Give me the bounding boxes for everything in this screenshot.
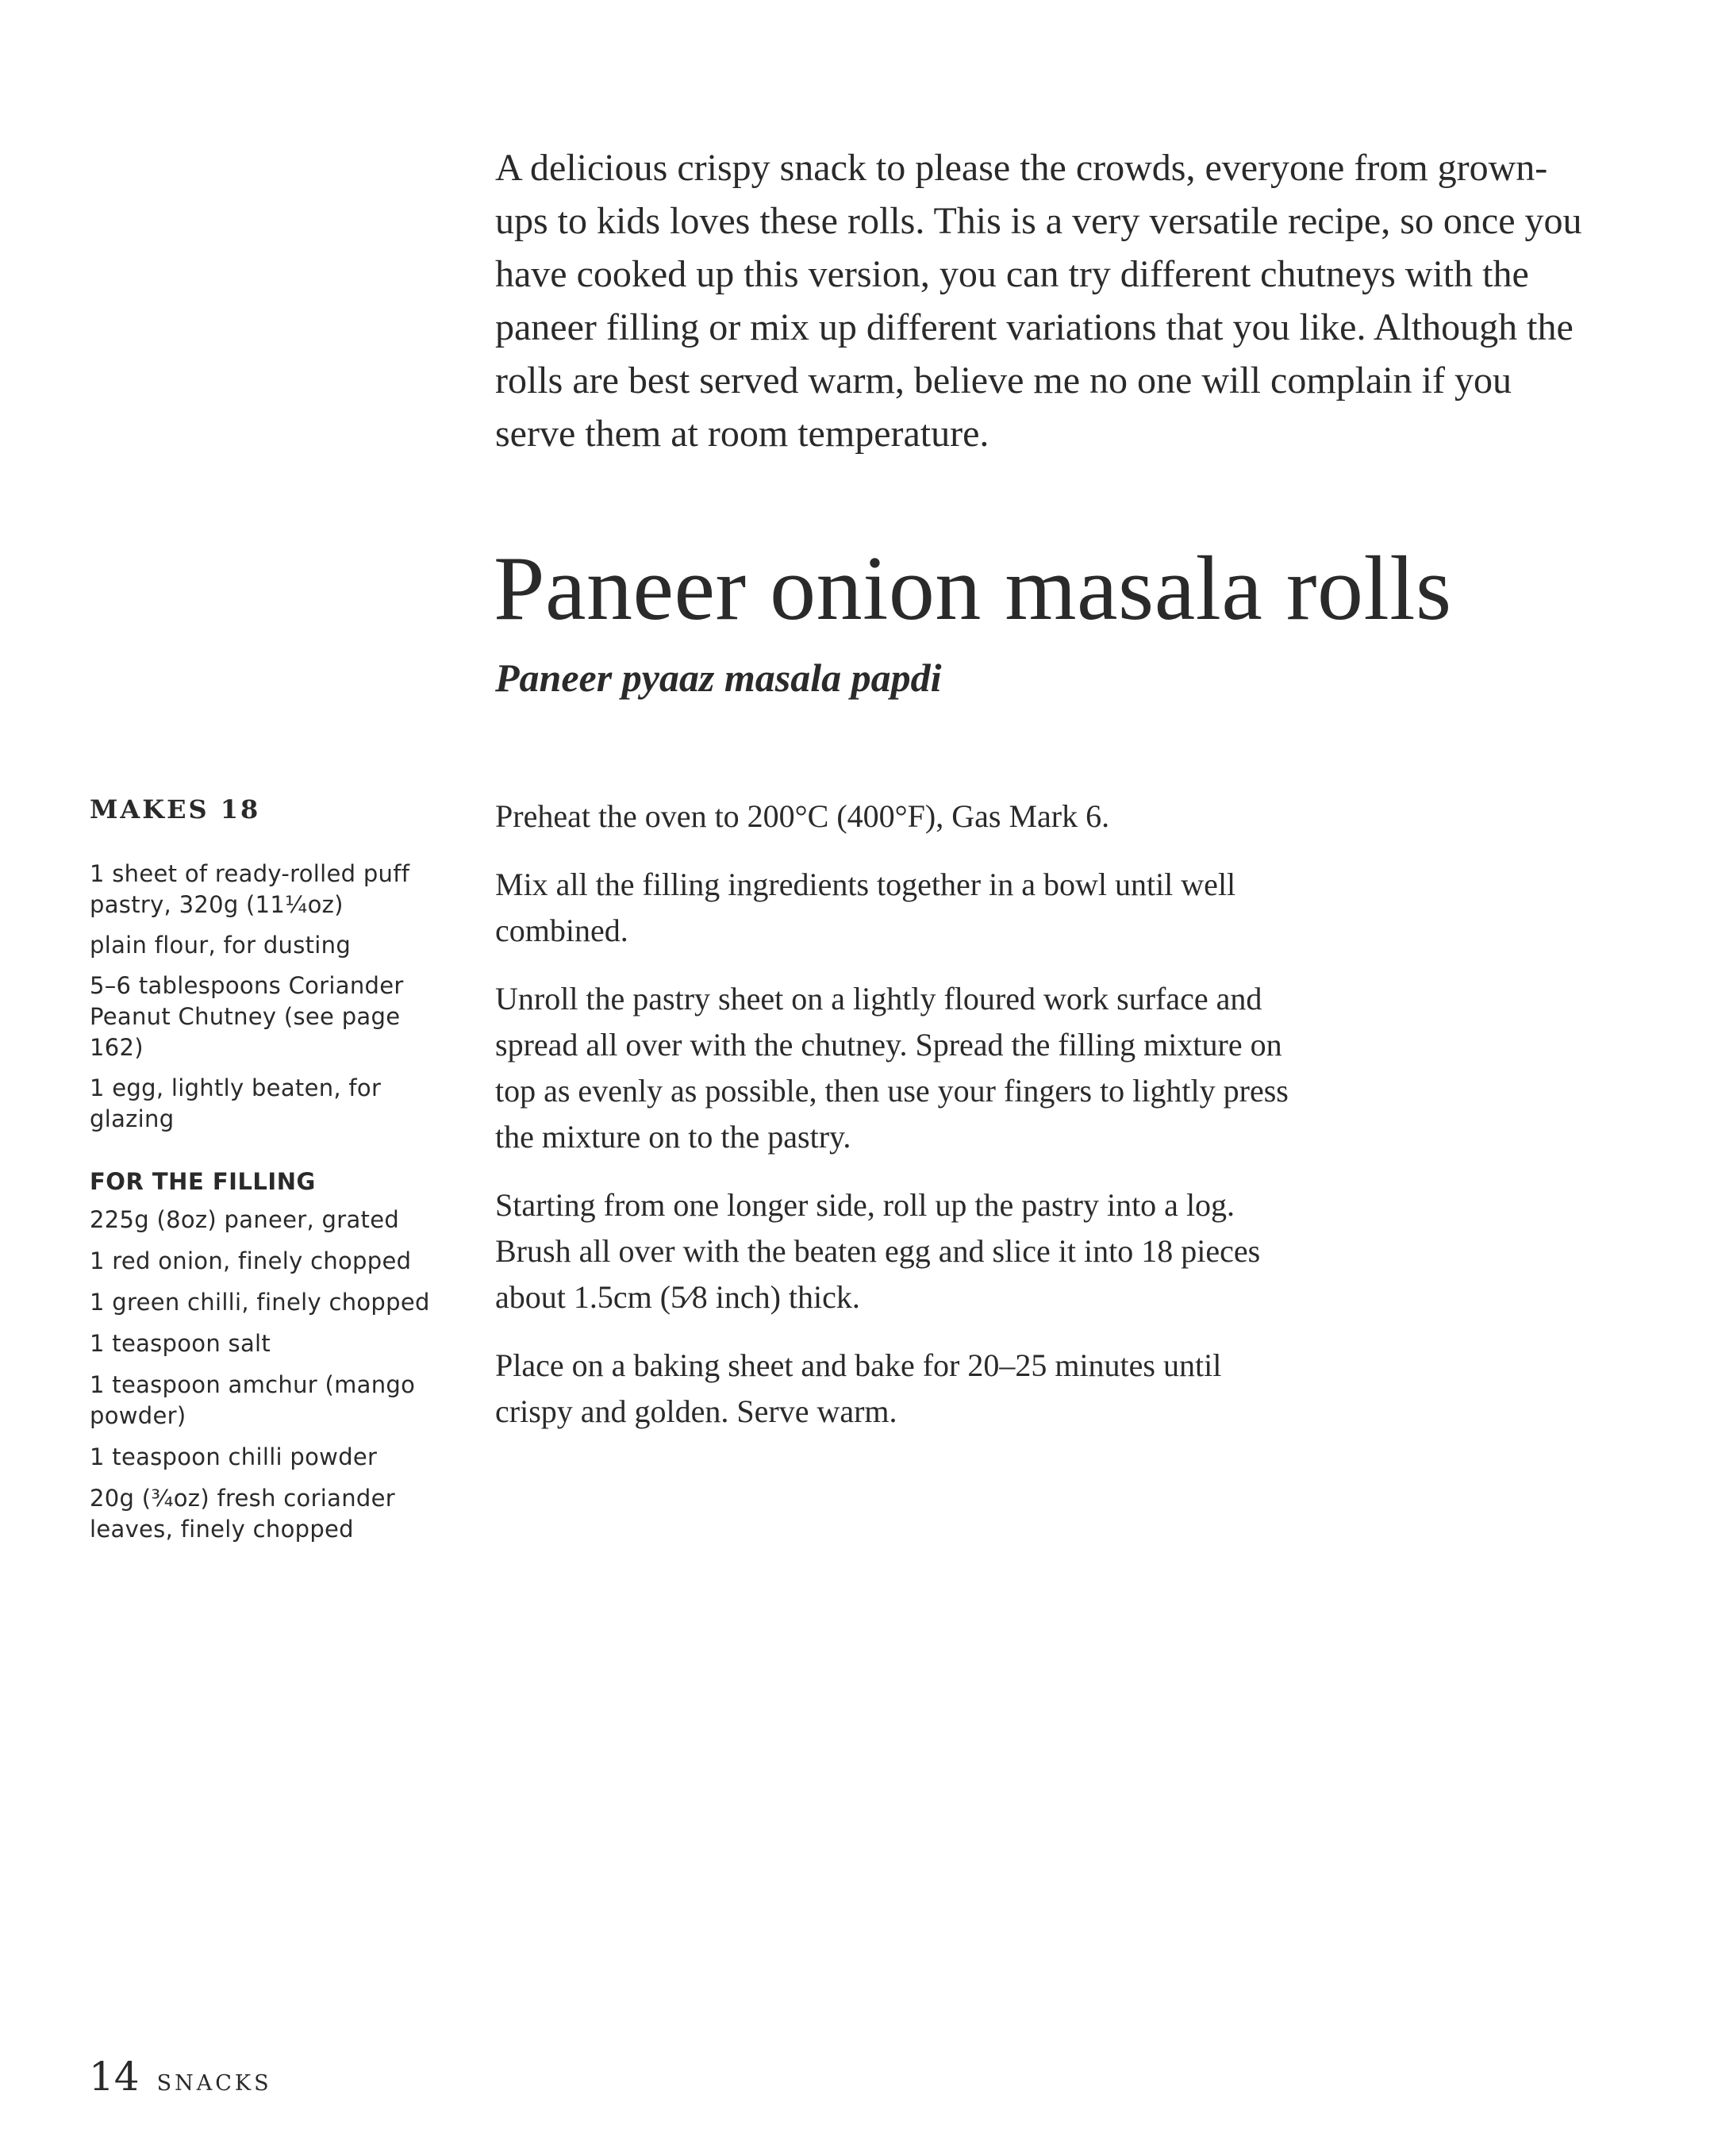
- ingredients-panel: [90, 794, 439, 1555]
- filling-item: 1 red onion, finely chopped: [90, 1247, 412, 1274]
- method-steps: [495, 794, 1297, 1457]
- filling-item: 1 teaspoon chilli powder: [90, 1443, 378, 1470]
- method-step: Place on a baking sheet and bake for 20–25 minutes until crispy and golden. Serve warm.: [495, 1347, 1222, 1429]
- filling-list: [90, 1205, 439, 1545]
- filling-item: 20g (¾oz) fresh coriander leaves, finely chopped: [90, 1485, 395, 1543]
- filling-item: 1 teaspoon salt: [90, 1330, 271, 1357]
- method-step: Unroll the pastry sheet on a lightly floured work surface and spread all over with the chutney. Spread the filling mixture on top as evenly as possible, then use your fingers to lightly press the mixture on to the pastry.: [495, 981, 1289, 1155]
- method-step: Preheat the oven to 200°C (400°F), Gas Mark 6.: [495, 798, 1110, 834]
- page-footer: [89, 2054, 272, 2100]
- recipe-title: Paneer onion masala rolls: [494, 538, 1452, 640]
- filling-item: 225g (8oz) paneer, grated: [90, 1206, 400, 1233]
- ingredient-item: plain flour, for dusting: [90, 932, 352, 959]
- ingredients-list: [90, 859, 439, 1135]
- filling-item: 1 teaspoon amchur (mango powder): [90, 1371, 416, 1429]
- filling-item: 1 green chilli, finely chopped: [90, 1289, 430, 1316]
- ingredient-item: 1 egg, lightly beaten, for glazing: [90, 1074, 382, 1132]
- yield-label: MAKES 18: [90, 794, 261, 824]
- method-step: Mix all the filling ingredients together in a bowl until well combined.: [495, 867, 1236, 948]
- filling-heading: FOR THE FILLING: [90, 1168, 316, 1195]
- ingredient-item: 5–6 tablespoons Coriander Peanut Chutney (see page 162): [90, 972, 404, 1061]
- recipe-subtitle: Paneer pyaaz masala papdi: [495, 655, 942, 700]
- page-number: 14: [89, 2054, 140, 2100]
- ingredient-item: 1 sheet of ready-rolled puff pastry, 320g (11¼oz): [90, 860, 410, 918]
- method-step: Starting from one longer side, roll up the pastry into a log. Brush all over with the beaten egg and slice it into 18 pieces about 1.5cm (5⁄8 inch) thick.: [495, 1187, 1261, 1315]
- section-name: SNACKS: [156, 2071, 272, 2096]
- intro-paragraph: A delicious crispy snack to please the crowds, everyone from grown-ups to kids loves these rolls. This is a very versatile recipe, so once you have cooked up this version, you can try different chutneys with the paneer filling or mix up different variations that you like. Although the rolls are best served warm, believe me no one will complain if you serve them at room temperature.: [495, 147, 1582, 455]
